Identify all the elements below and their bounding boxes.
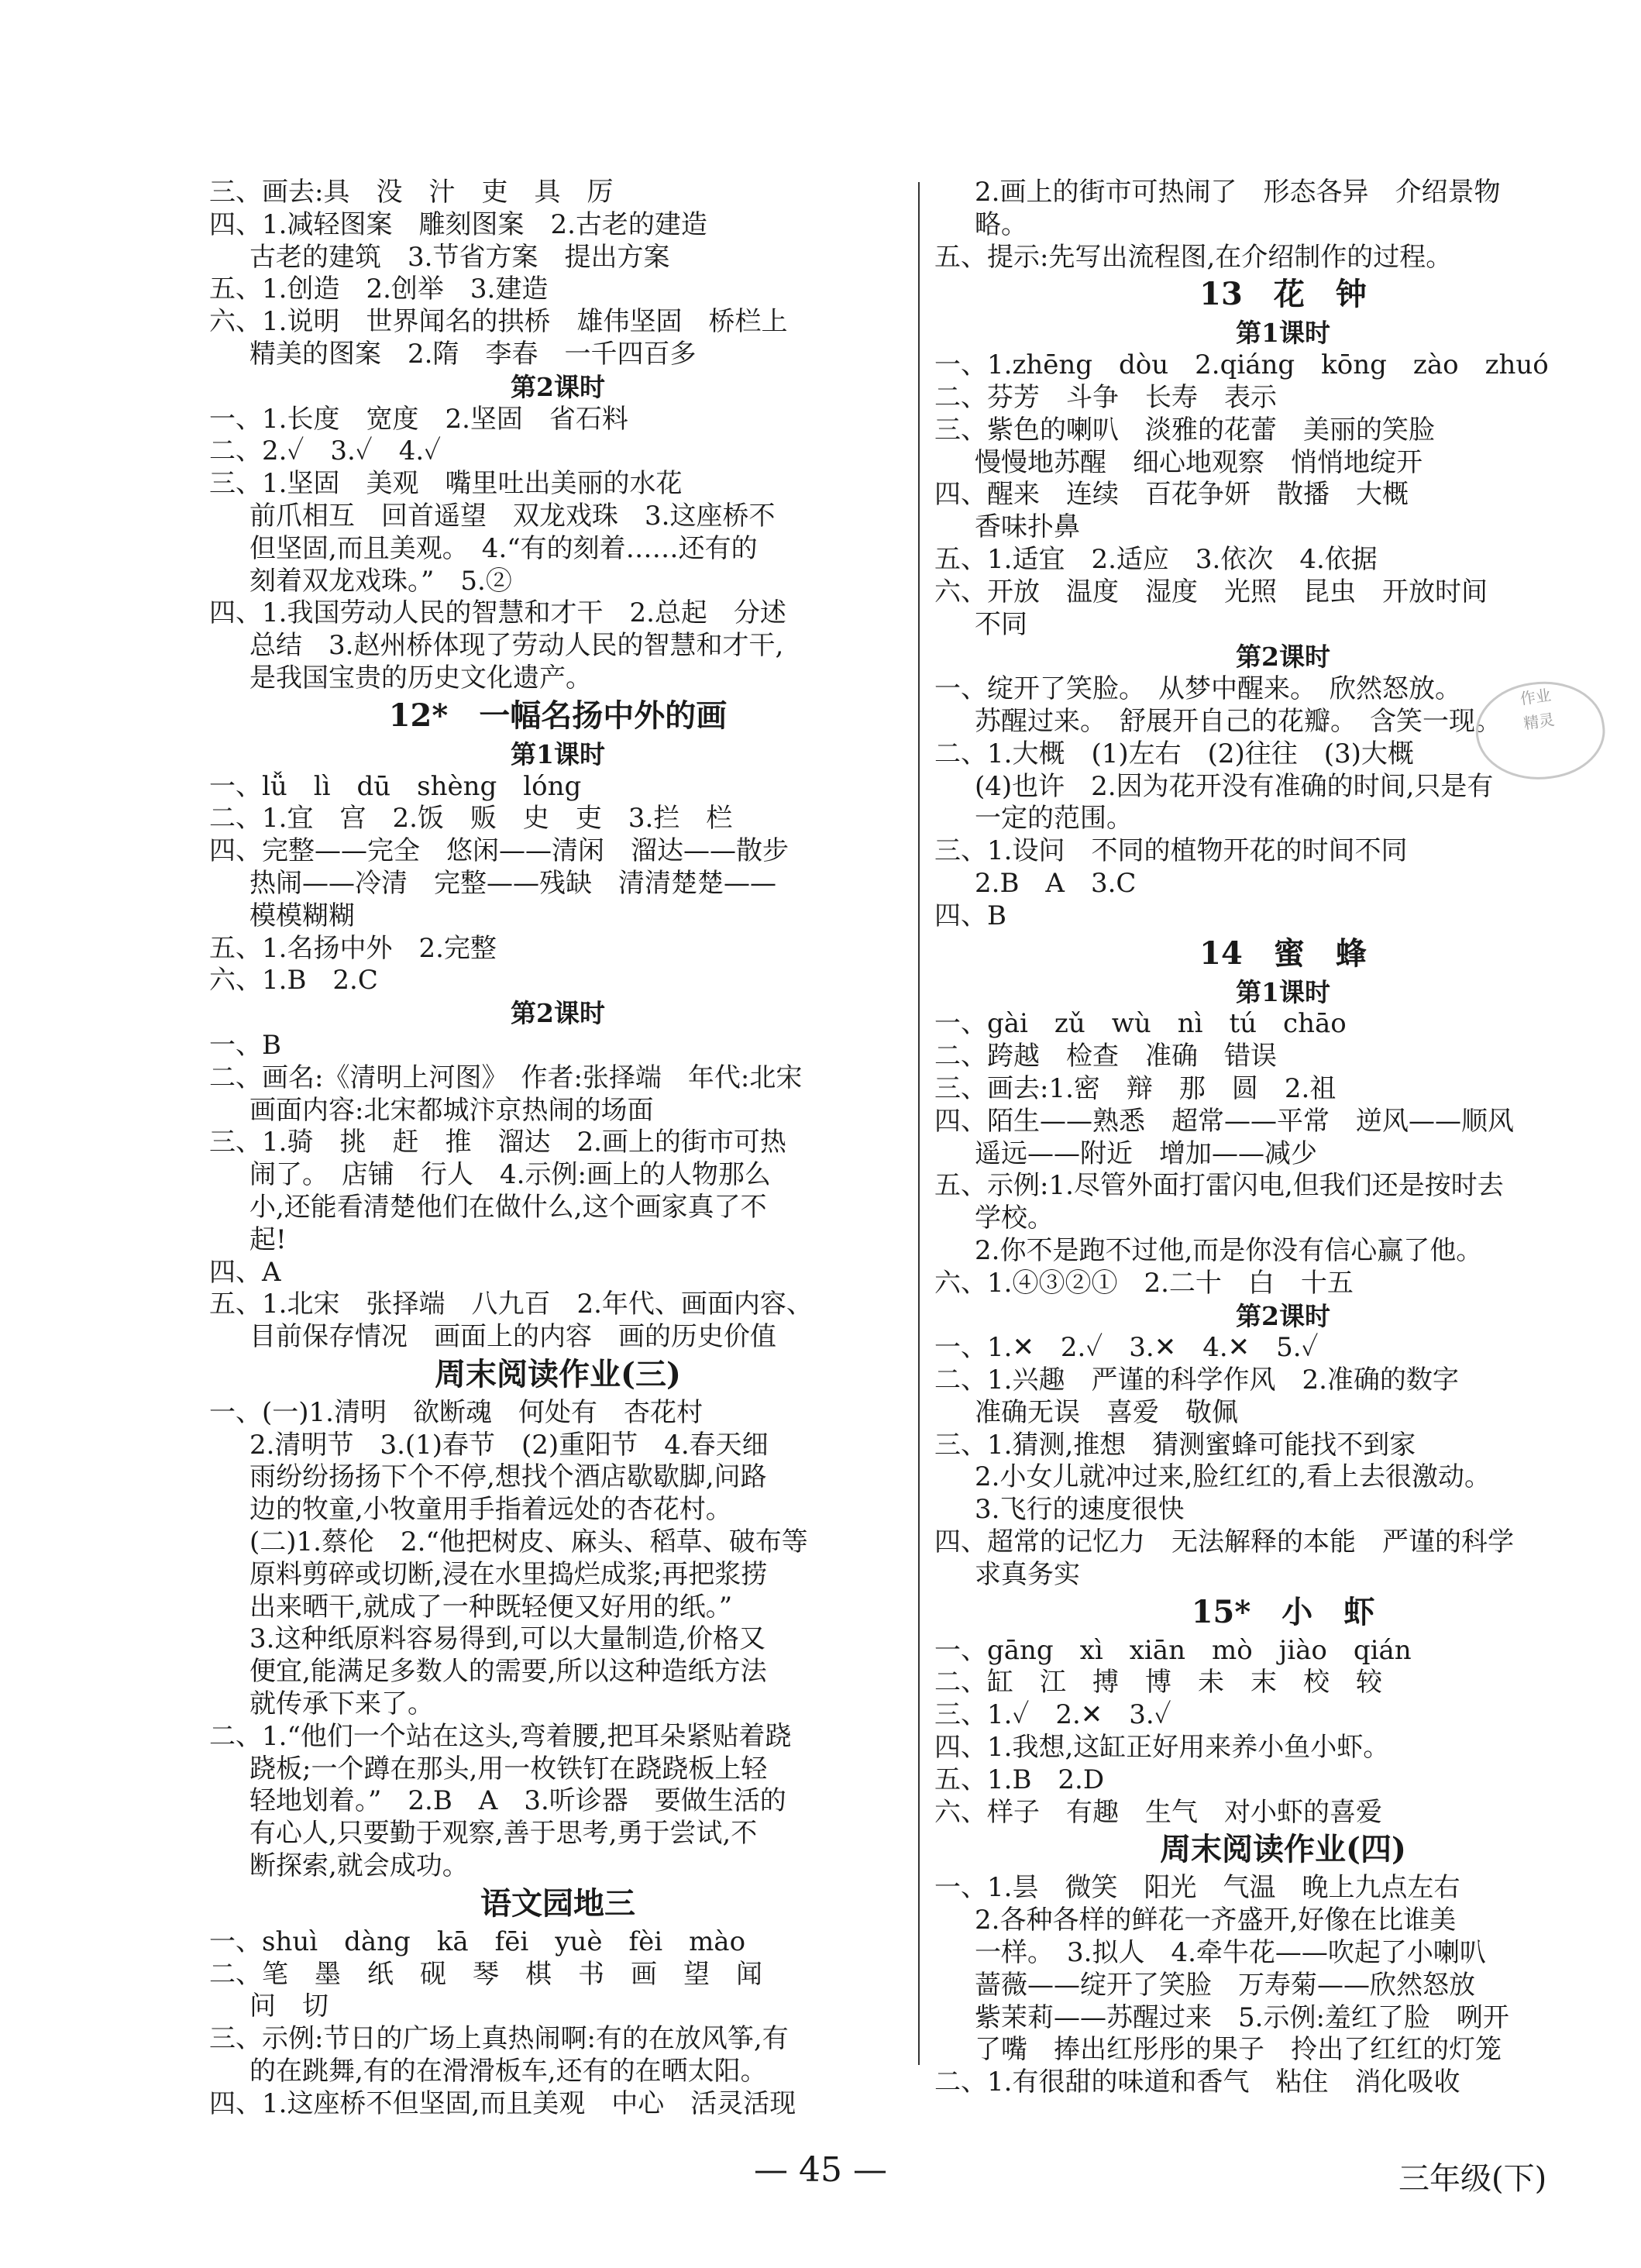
answer-line-continued: 画面内容:北宋都城汴京热闹的场面 bbox=[249, 1094, 654, 1126]
answer-line: 五、示例:1.尽管外面打雷闪电,但我们还是按时去 bbox=[934, 1170, 1504, 1202]
answer-line-continued: 前爪相互 回首遥望 双龙戏珠 3.这座桥不 bbox=[249, 500, 776, 532]
answer-line: 六、1.④③②① 2.二十 白 十五 bbox=[934, 1267, 1354, 1299]
answer-line-continued: 紫茉莉——苏醒过来 5.示例:羞红了脸 咧开 bbox=[975, 2001, 1509, 2033]
answer-line: 三、示例:节日的广场上真热闹啊:有的在放风筝,有 bbox=[209, 2023, 789, 2055]
stamp-line-1: 作业 bbox=[1519, 685, 1553, 709]
answer-line-continued: 学校。 bbox=[975, 1203, 1054, 1234]
answer-line: 三、1.设问 不同的植物开花的时间不同 bbox=[934, 835, 1408, 867]
answer-line-continued: 闹了。 店铺 行人 4.示例:画上的人物那么 bbox=[249, 1159, 771, 1191]
answer-line: 六、1.B 2.C bbox=[209, 965, 378, 996]
answer-line: 四、陌生——熟悉 超常——平常 逆风——顺风 bbox=[934, 1105, 1514, 1137]
answer-line: 二、跨越 检查 准确 错误 bbox=[934, 1041, 1277, 1072]
answer-line-continued: 略。 bbox=[975, 208, 1027, 240]
answer-line: 三、画去:1.密 辩 那 圆 2.祖 bbox=[934, 1072, 1337, 1104]
answer-line: 四、1.我想,这缸正好用来养小鱼小虾。 bbox=[934, 1732, 1390, 1764]
answer-line: 一、shuì dàng kā fēi yuè fèi mào bbox=[209, 1926, 746, 1957]
answer-line: 三、画去:具 没 汁 吏 具 厉 bbox=[209, 177, 614, 208]
lesson-heading: 第2课时 bbox=[1236, 642, 1330, 673]
lesson-heading: 第2课时 bbox=[511, 998, 605, 1029]
answer-line: 五、1.B 2.D bbox=[934, 1764, 1105, 1795]
section-title: 周末阅读作业(四) bbox=[1160, 1831, 1406, 1868]
answer-line-continued: 问 切 bbox=[249, 1991, 329, 2022]
answer-line: 四、1.减轻图案 雕刻图案 2.古老的建造 bbox=[209, 208, 707, 240]
answer-line: 二、1.宜 宫 2.饭 贩 史 吏 3.拦 栏 bbox=[209, 803, 733, 835]
answer-line-continued: 2.你不是跑不过他,而是你没有信心赢了他。 bbox=[975, 1234, 1483, 1266]
lesson-heading: 第1课时 bbox=[1236, 318, 1330, 349]
answer-line: 三、1.✓ 2.✕ 3.✓ bbox=[934, 1699, 1171, 1731]
answer-line: 二、2.✓ 3.✓ 4.✓ bbox=[209, 435, 442, 467]
answer-line: 四、醒来 连续 百花争妍 散播 大概 bbox=[934, 479, 1409, 511]
answer-line-continued: 精美的图案 2.隋 李春 一千四百多 bbox=[249, 338, 697, 370]
answer-line: 三、1.猜测,推想 猜测蜜蜂可能找不到家 bbox=[934, 1429, 1416, 1461]
answer-line-continued: 小,还能看清楚他们在做什么,这个画家真了不 bbox=[249, 1191, 767, 1223]
answer-line-continued: 准确无误 喜爱 敬佩 bbox=[975, 1396, 1238, 1428]
stamp-line-2: 精灵 bbox=[1522, 710, 1556, 733]
answer-line-continued: 出来晒干,就成了一种既轻便又好用的纸。” bbox=[249, 1591, 733, 1623]
answer-line-continued: 目前保存情况 画面上的内容 画的历史价值 bbox=[249, 1321, 776, 1353]
answer-line: 四、B bbox=[934, 900, 1006, 931]
answer-line: 二、画名:《清明上河图》 作者:张择端 年代:北宋 bbox=[209, 1062, 803, 1093]
answer-line-continued: 但坚固,而且美观。 4.“有的刻着……还有的 bbox=[249, 532, 758, 564]
answer-line-continued: 边的牧童,小牧童用手指着远处的杏花村。 bbox=[249, 1494, 732, 1526]
answer-line-continued: 雨纷纷扬扬下个不停,想找个酒店歇歇脚,问路 bbox=[249, 1461, 767, 1493]
section-title: 14 蜜 蜂 bbox=[1199, 934, 1367, 972]
answer-line: 二、芬芳 斗争 长寿 表示 bbox=[934, 381, 1277, 413]
answer-line-continued: 求真务实 bbox=[975, 1558, 1080, 1590]
answer-line-continued: (4)也许 2.因为花开没有准确的时间,只是有 bbox=[975, 770, 1494, 802]
left-column bbox=[209, 177, 907, 2121]
answer-line: 五、1.适宜 2.适应 3.依次 4.依据 bbox=[934, 543, 1378, 575]
answer-line-continued: 模模糊糊 bbox=[249, 900, 355, 931]
answer-line: 四、1.这座桥不但坚固,而且美观 中心 活灵活现 bbox=[209, 2087, 796, 2119]
answer-line-continued: 跷板;一个蹲在那头,用一枚铁钉在跷跷板上轻 bbox=[249, 1753, 768, 1784]
answer-line-continued: 2.小女儿就冲过来,脸红红的,看上去很激动。 bbox=[975, 1461, 1491, 1493]
answer-line-continued: 2.清明节 3.(1)春节 (2)重阳节 4.春天细 bbox=[249, 1429, 769, 1461]
section-title: 13 花 钟 bbox=[1199, 276, 1367, 313]
answer-line: 二、1.兴趣 严谨的科学作风 2.准确的数字 bbox=[934, 1365, 1459, 1396]
answer-line-continued: 3.这种纸原料容易得到,可以大量制造,价格又 bbox=[249, 1623, 766, 1655]
answer-line-continued: 不同 bbox=[975, 608, 1027, 640]
answer-line: 三、1.骑 挑 赶 推 溜达 2.画上的街市可热 bbox=[209, 1127, 786, 1158]
answer-line: 二、笔 墨 纸 砚 琴 棋 书 画 望 闻 bbox=[209, 1958, 762, 1990]
answer-line-continued: 的在跳舞,有的在滑滑板车,还有的在晒太阳。 bbox=[249, 2056, 767, 2087]
answer-line-continued: 2.B A 3.C bbox=[975, 867, 1137, 899]
answer-line: 二、1.“他们一个站在这头,弯着腰,把耳朵紧贴着跷 bbox=[209, 1720, 792, 1752]
answer-line: 一、1.✕ 2.✓ 3.✕ 4.✕ 5.✓ bbox=[934, 1332, 1319, 1364]
answer-line-continued: 一定的范围。 bbox=[975, 803, 1133, 835]
answer-line: 二、缸 江 搏 博 未 末 校 较 bbox=[934, 1667, 1382, 1698]
answer-line: 二、1.有很甜的味道和香气 粘住 消化吸收 bbox=[934, 2067, 1460, 2098]
lesson-heading: 第2课时 bbox=[511, 371, 605, 402]
column-divider bbox=[918, 182, 920, 2065]
answer-line: 一、lǚ lì dū shèng lóng bbox=[209, 770, 582, 802]
answer-line: 四、1.我国劳动人民的智慧和才干 2.总起 分述 bbox=[209, 597, 786, 629]
answer-line-continued: 3.飞行的速度很快 bbox=[975, 1494, 1185, 1526]
answer-line-continued: 了嘴 捧出红彤彤的果子 拎出了红红的灯笼 bbox=[975, 2034, 1502, 2066]
lesson-heading: 第1课时 bbox=[511, 738, 605, 769]
answer-line-continued: 热闹——冷清 完整——残缺 清清楚楚—— bbox=[249, 867, 776, 899]
answer-line: 六、1.说明 世界闻名的拱桥 雄伟坚固 桥栏上 bbox=[209, 306, 788, 338]
answer-line: 四、完整——完全 悠闲——清闲 溜达——散步 bbox=[209, 835, 789, 867]
answer-line-continued: 就传承下来了。 bbox=[249, 1688, 434, 1720]
answer-line: 一、1.昙 微笑 阳光 气温 晚上九点左右 bbox=[934, 1872, 1460, 1904]
answer-line-continued: 遥远——附近 增加——减少 bbox=[975, 1137, 1317, 1169]
section-title: 12* 一幅名扬中外的画 bbox=[388, 697, 728, 734]
answer-line-continued: 苏醒过来。 舒展开自己的花瓣。 含笑一现。 bbox=[975, 705, 1502, 737]
answer-line: 一、绽开了笑脸。 从梦中醒来。 欣然怒放。 bbox=[934, 673, 1461, 705]
page-number: — 45 — bbox=[754, 2150, 887, 2190]
answer-line: 六、样子 有趣 生气 对小虾的喜爱 bbox=[934, 1796, 1382, 1828]
answer-line-continued: 慢慢地苏醒 细心地观察 悄悄地绽开 bbox=[975, 446, 1423, 478]
answer-line-continued: 刻着双龙戏珠。” 5.② bbox=[249, 565, 512, 597]
answer-line: 四、A bbox=[209, 1256, 281, 1288]
answer-line: 三、1.坚固 美观 嘴里吐出美丽的水花 bbox=[209, 468, 683, 500]
answer-line-continued: 蔷薇——绽开了笑脸 万寿菊——欣然怒放 bbox=[975, 1969, 1475, 2001]
answer-line-continued: 2.画上的街市可热闹了 形态各异 介绍景物 bbox=[975, 177, 1501, 208]
answer-line-continued: 断探索,就会成功。 bbox=[249, 1850, 469, 1882]
answer-line-continued: 总结 3.赵州桥体现了劳动人民的智慧和才干, bbox=[249, 630, 784, 662]
answer-line: 四、超常的记忆力 无法解释的本能 严谨的科学 bbox=[934, 1526, 1514, 1558]
answer-line: 二、1.大概 (1)左右 (2)往往 (3)大概 bbox=[934, 738, 1414, 769]
lesson-heading: 第2课时 bbox=[1236, 1300, 1330, 1331]
section-title: 语文园地三 bbox=[480, 1884, 635, 1922]
answer-line-continued: 古老的建筑 3.节省方案 提出方案 bbox=[249, 241, 670, 273]
lesson-heading: 第1课时 bbox=[1236, 976, 1330, 1007]
right-column bbox=[934, 177, 1632, 2099]
answer-line-continued: 是我国宝贵的历史文化遗产。 bbox=[249, 662, 592, 693]
answer-line: 三、紫色的喇叭 淡雅的花蕾 美丽的笑脸 bbox=[934, 414, 1435, 446]
answer-line-continued: 原料剪碎或切断,浸在水里捣烂成浆;再把浆捞 bbox=[249, 1558, 768, 1590]
answer-line-continued: 起! bbox=[249, 1223, 287, 1255]
answer-line: 六、开放 温度 湿度 光照 昆虫 开放时间 bbox=[934, 576, 1488, 607]
answer-line: 五、1.北宋 张择端 八九百 2.年代、画面内容、 bbox=[209, 1289, 813, 1320]
answer-line-continued: 2.各种各样的鲜花一齐盛开,好像在比谁美 bbox=[975, 1905, 1457, 1936]
answer-line: 一、1.zhēng dòu 2.qiáng kōng zào zhuó bbox=[934, 349, 1549, 381]
answer-line-continued: (二)1.蔡伦 2.“他把树皮、麻头、稻草、破布等 bbox=[249, 1526, 808, 1558]
answer-line-continued: 便宜,能满足多数人的需要,所以这种造纸方法 bbox=[249, 1656, 767, 1688]
answer-line: 五、1.创造 2.创举 3.建造 bbox=[209, 274, 549, 305]
answer-line: 一、B bbox=[209, 1029, 281, 1061]
answer-line-continued: 轻地划着。” 2.B A 3.听诊器 要做生活的 bbox=[249, 1785, 786, 1817]
answer-line: 一、(一)1.清明 欲断魂 何处有 杏花村 bbox=[209, 1396, 703, 1428]
section-title: 周末阅读作业(三) bbox=[435, 1355, 681, 1392]
answer-line: 一、gāng xì xiān mò jiào qián bbox=[934, 1634, 1412, 1666]
answer-line-continued: 一样。 3.拟人 4.牵牛花——吹起了小喇叭 bbox=[975, 1937, 1486, 1969]
grade-label: 三年级(下) bbox=[1398, 2161, 1547, 2197]
answer-line: 五、1.名扬中外 2.完整 bbox=[209, 932, 497, 964]
answer-line: 五、提示:先写出流程图,在介绍制作的过程。 bbox=[934, 241, 1453, 273]
section-title: 15* 小 虾 bbox=[1191, 1593, 1375, 1630]
answer-line: 一、1.长度 宽度 2.坚固 省石料 bbox=[209, 403, 628, 435]
answer-line-continued: 香味扑鼻 bbox=[975, 511, 1080, 543]
answer-line: 一、gài zǔ wù nì tú chāo bbox=[934, 1008, 1347, 1040]
answer-line-continued: 有心人,只要勤于观察,善于思考,勇于尝试,不 bbox=[249, 1818, 758, 1850]
